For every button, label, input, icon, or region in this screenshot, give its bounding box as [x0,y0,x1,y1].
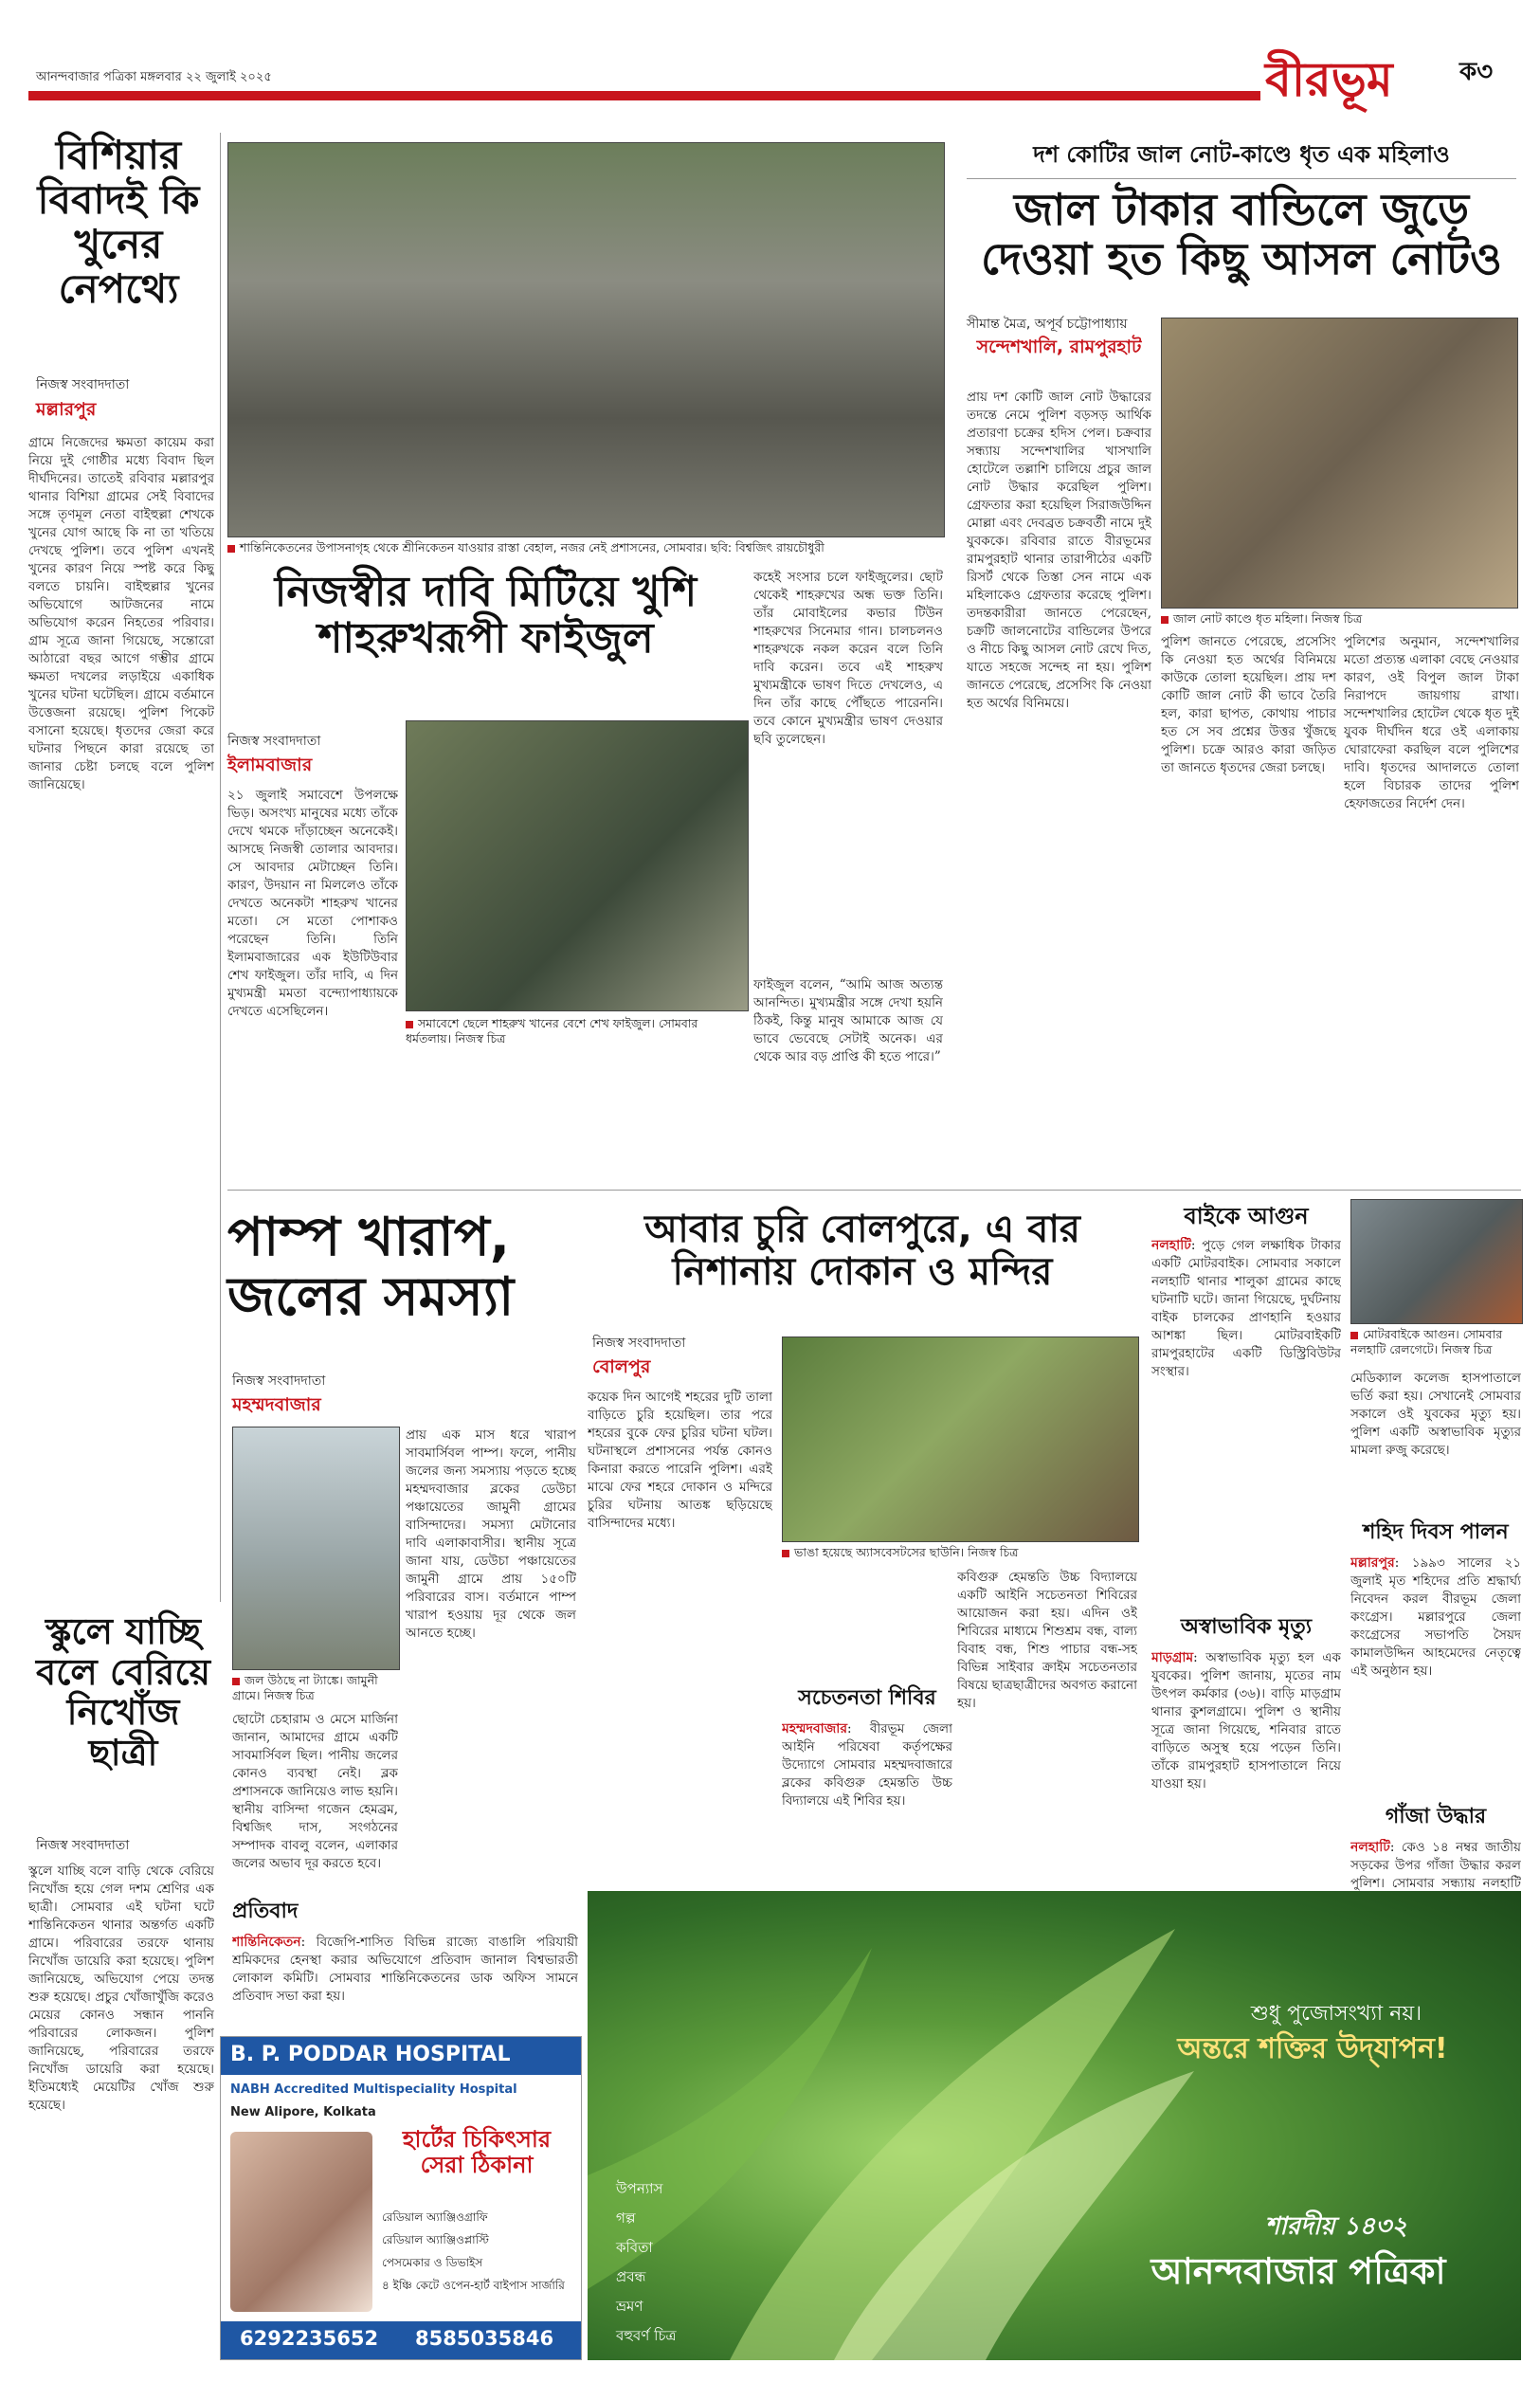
caption-marker [227,545,235,553]
story2-byline: সীমান্ত মৈত্র, অপূর্ব চট্টোপাধ্যায় [967,317,1128,332]
story5b-headline: সচেতনতা শিবির [798,1686,936,1710]
story11-headline: প্রতিবাদ [232,1900,299,1923]
story7-place: মল্লারপুর [1350,1555,1395,1571]
story2-kicker: দশ কোটির জাল নোট-কাণ্ডে ধৃত এক মহিলাও [1033,141,1450,168]
story5-byline: নিজস্ব সংবাদদাতা [592,1336,686,1351]
story4-photo-caption [232,1673,398,1703]
story8-headline: গাঁজা উদ্ধার [1385,1805,1487,1828]
hospital-tagline: হার্টের চিকিৎসার সেরা ঠিকানা [402,2126,552,2178]
story3-place: ইলামবাজার [227,755,313,775]
story3-headline: নিজস্বীর দাবি মিটিয়ে খুশি শাহরুখরূপী ফাইজুল [274,568,698,664]
page-number: ক৩ [1459,58,1494,86]
bike-fire-photo [1350,1199,1523,1324]
story11-place: শান্তিনিকেতন [232,1935,301,1950]
road-photo [227,142,945,537]
story3-photo-caption [406,1016,747,1046]
story4-body2: ছোটো চেহারাম ও মেসে মার্জিনা জানান, আমাদের গ্রামে একটি সাবমার্সিবল ছিল। পানীয় জলের কোনও ব্যবস্থা নেই। ব্লক প্রশাসনকে জানিয়েও লাভ হয়নি। স্থানীয় বাসিন্দা গজেন হেমব্রম, বিশ্বজিৎ দাস, সংগঠনের সম্পাদক বাবলু বলেন, এলাকার জলের অভাব দূর করতে হবে। [232,1712,398,1871]
story6-caption-text: মোটরবাইকে আগুন। সোমবার নলহাটি রেলগেটে। নিজস্ব চিত্র [1350,1327,1503,1356]
story6-photo-caption [1350,1327,1521,1357]
genre-item: ভ্রমণ [616,2298,643,2315]
story3-caption-text: সমাবেশে ছেলে শাহরুখ খানের বেশে শেখ ফাইজুল। সোমবার ধর্মতলায়। [406,1016,698,1046]
story5-photo-caption [782,1545,1137,1560]
hospital-ad [220,2036,582,2360]
doctor-photos [230,2132,372,2312]
paper-date: আনন্দবাজার পত্রিকা মঙ্গলবার ২২ জুলাই ২০২৫ [36,70,272,84]
story10-place: মাড়গ্রাম [1151,1650,1194,1665]
service-item: রেডিয়াল অ্যাঞ্জিওগ্রাফি [382,2210,488,2224]
story2-body: প্রায় দশ কোটি জাল নোট উদ্ধারের তদন্তে নেমে পুলিশ বড়সড় আর্থিক প্রতারণা চক্রের হদিস পেল। চক্রবার সন্ধ্যায় সন্দেশখালির খাসখালি হোটেলে তল্লাশি চালিয়ে প্রচুর জাল নোট উদ্ধার করেছিল পুলিশ। গ্রেফতার করা হয়েছিল সিরাজউদ্দিন মোল্লা এবং দেবব্রত চক্রবর্তী নামে দুই যুবককে। রবিবার রাতে বীরভূমের রামপুরহাট থানার তারাপীঠের একটি রিসর্ট থেকে তিস্তা সেন নামে এক মহিলাকেও গ্রেফতার করেছে পুলিশ। তদন্তকারীরা জানতে পেরেছেন, চক্রটি জালনোটের বান্ডিলের উপরে ও নীচে কিছু আসল নোট রেখে দিত, যাতে সহজে সন্দেহ না হয়। পুলিশ জানতে পেরেছে, প্রসেসিং কি নেওয়া হত অর্থের বিনিময়ে। [967,390,1151,711]
genre-item: গল্প [616,2209,636,2227]
row-rule [227,1190,1521,1191]
masthead [0,0,1540,107]
story6-place: নলহাটি [1151,1238,1191,1253]
genre-item: উপন্যাস [616,2180,663,2197]
red-rule [28,91,1260,100]
story1-body: গ্রামে নিজেদের ক্ষমতা কায়েম করা নিয়ে দুই গোষ্ঠীর মধ্যে বিবাদ ছিল দীর্ঘদিনের। তাতেই রবিবার মল্লারপুর থানার বিশিয়া গ্রামের সেই বিবাদের সঙ্গে তৃণমূল নেতা বাইহুল্লা শেখকে খুনের যোগ আছে কি না তা খতিয়ে দেখছে পুলিশ। তবে পুলিশ এখনই খুনের কারণ নিয়ে স্পষ্ট করে কিছু বলতে চায়নি। বাইহুল্লার খুনের অভিযোগে আটজনের নামে অভিযোগ করেন নিহতের পরিবার। গ্রাম সূত্রে জানা গিয়েছে, সন্তোরো আঠারো বছর আগে গম্ভীর গ্রামে ক্ষমতা দখলের লড়াইয়ে একাধিক খুনের ঘটনা ঘটেছিল। গ্রামে বর্তমানে উত্তেজনা রয়েছে। পুলিশ পিকেট বসানো হয়েছে। ধৃতদের জেরা করে ঘটনার পিছনে কারা রয়েছে তা জানার চেষ্টা চলছে বলে পুলিশ জানিয়েছে। [28,435,214,792]
ad2-brand: আনন্দবাজার পত্রিকা [1150,2250,1446,2292]
story5-caption-text: ভাঙা হয়েছে অ্যাসবেসটসের ছাউনি। নিজস্ব চিত্র [794,1545,1019,1559]
story11-text: বিজেপি-শাসিত বিভিন্ন রাজ্যে বাঙালি পরিযায়ী শ্রমিকদের হেনস্থা করার অভিযোগে প্রতিবাদ জানাল বিশ্বভারতী লোকাল কমিটি। সোমবার শান্তিনিকেতনের ডাক অফিস সামনে প্রতিবাদ সভা করা হয়। [232,1935,578,2004]
caption-marker [1350,1332,1358,1339]
story8-place: নলহাটি [1350,1840,1390,1855]
story1-place: মল্লারপুর [36,399,97,420]
ad2-line1: শুধু পুজোসংখ্যা নয়। [1250,2002,1422,2026]
caption-marker [1161,616,1169,624]
water-tank-photo [232,1427,400,1670]
story5-place: বোলপুর [592,1356,651,1377]
genre-item: প্রবন্ধ [616,2268,646,2285]
story4-body: প্রায় এক মাস ধরে খারাপ সাবমার্সিবল পাম্প। ফলে, পানীয় জলের জন্য সমস্যায় পড়তে হচ্ছে মহম্মদবাজার ব্লকের ডেউচা পঞ্চায়েতের জামুনী গ্রামের বাসিন্দাদের। সমস্যা মেটানোর দাবি এলাকাবাসীর। স্থানীয় সূত্রে জানা যায়, ডেউচা পঞ্চায়েতের জামুনী গ্রামে প্রায় ১৫০টি পরিবারের বাস। বর্তমানে পাম্প খারাপ হওয়ায় দূর থেকে জল আনতে হচ্ছে। [406,1427,576,1641]
story7-text: ১৯৯৩ সালের ২১ জুলাই মৃত শহিদের প্রতি শ্রদ্ধার্ঘ্য নিবেদন করল বীরভূম জেলা কংগ্রেস। মল্লারপুরে জেলা কংগ্রেসের সভাপতি সৈয়দ কামালউদ্দিন আহমেদের নেতৃত্বে এই অনুষ্ঠান হয়। [1350,1555,1521,1679]
story3-photo-credit: নিজস্ব চিত্র [455,1031,506,1046]
road-photo-caption [227,540,948,555]
phone-number-2[interactable]: 8585035846 [415,2327,554,2350]
story9-byline: নিজস্ব সংবাদদাতা [36,1838,130,1853]
service-item: রেডিয়াল অ্যাঞ্জিওপ্লাস্টি [382,2233,489,2246]
road-caption-text: শান্তিনিকেতনের উপাসনাগৃহ থেকে শ্রীনিকেতন যাওয়ার রাস্তা বেহাল, নজর নেই প্রশাসনের, সোমবার। ছবি: বিশ্বজিৎ রায়চৌধুরী [240,540,824,555]
story2-headline: জাল টাকার বান্ডিলে জুড়ে দেওয়া হত কিছু আসল নোটও [981,184,1502,284]
story2-body2: পুলিশ জানতে পেরেছে, প্রসেসিং কি নেওয়া হত অর্থের বিনিময়ে কাউকে তোলা হয়েছিল। প্রায় দশ কোটি জাল নোট কী ভাবে তৈরি হল, কারা ছাপত, কোথায় পাচার হত সে সব প্রশ্নের উত্তর খুঁজছে পুলিশ। চক্রে আরও কারা জড়িত তা জানতে ধৃতদের জেরা চলছে। [1161,634,1336,775]
sharadiya-ad [588,1891,1521,2360]
story3-quote: ফাইজুল বলেন, “আমি আজ অত্যন্ত আনন্দিত। মুখ্যমন্ত্রীর সঙ্গে দেখা হয়নি ঠিকই, কিন্তু মানুষ আমাকে আজ যে ভাবে ভেবেছে সেটাই অনেক। এর থেকে আর বড় প্রাপ্তি কী হতে পারে।” [753,977,943,1064]
story2-body3: পুলিশের অনুমান, সন্দেশখালির মতো প্রত্যন্ত এলাকা বেছে নেওয়ার কারণ, ওই বিপুল জাল টাকা নিরাপদে জায়গায় রাখা। সন্দেশখালির হোটেল থেকে ধৃত দুই যুবক দীর্ঘদিন ধরে ওই এলাকায় ঘোরাফেরা করছিল বলে পুলিশের দাবি। ধৃতদের আদালতে তোলা হলে বিচারক তাদের পুলিশ হেফাজতের নির্দেশ দেন। [1344,634,1519,811]
phone-number-1[interactable]: 6292235652 [240,2327,379,2350]
section-title: বীরভূম [1265,52,1393,107]
story5-headline: আবার চুরি বোলপুরে, এ বার নিশানায় দোকান ও মন্দির [644,1208,1080,1294]
genre-item: কবিতা [616,2239,653,2256]
caption-marker [232,1678,240,1685]
story2-caption-text: জাল নোট কাণ্ডে ধৃত মহিলা। নিজস্ব চিত্র [1173,611,1363,626]
story2-place: সন্দেশখালি, রামপুরহাট [976,336,1142,357]
story10-headline: অস্বাভাবিক মৃত্যু [1180,1615,1313,1639]
story6-headline: বাইকে আগুন [1184,1203,1309,1229]
story4-byline: নিজস্ব সংবাদদাতা [232,1373,326,1389]
story3-body: ২১ জুলাই সমাবেশে উপলক্ষে ভিড়। অসংখ্য মানুষের মধ্যে তাঁকে দেখে থমকে দাঁড়াচ্ছেন অনেকেই। আসছে নিজস্বী তোলার আবদার। সে আবদার মেটাচ্ছেন তিনি। কারণ, উদয়ান না মিললেও তাঁকে দেখতে অনেকটা শাহরুখ খানের মতো। সে মতো পোশাকও পরেছেন তিনি। তিনি ইলামবাজারের এক ইউটিউবার শেখ ফাইজুল। তাঁর দাবি, এ দিন মুখ্যমন্ত্রী মমতা বন্দ্যোপাধ্যায়কে দেখতে এসেছিলেন। [227,788,398,1019]
story1-headline: বিশিয়ার বিবাদই কি খুনের নেপথ্যে [37,132,200,313]
story10-body: মাড়গ্রাম: অস্বাভাবিক মৃত্যু হল এক যুবকের। পুলিশ জানায়, মৃতের নাম উৎপল কর্মকার (৩৬)। বাড়ি মাড়গ্রাম থানার কুশলগ্রামে। পুলিশ ও স্থানীয় সূত্রে জানা গিয়েছে, শনিবার রাতে বাড়িতে অসুস্থ হয়ে পড়েন তিনি। তাঁকে রামপুরহাট হাসপাতালে নিয়ে যাওয়া হয়। [1151,1650,1341,1791]
service-list [382,2208,576,2299]
story8-body: নলহাটি: কেও ১৪ নম্বর জাতীয় সড়কের উপর গাঁজা উদ্ধার করল পুলিশ। সোমবার সন্ধ্যায় নলহাটি [1350,1839,1521,2000]
story5b-place: মহম্মদবাজার [782,1721,848,1736]
story5-body2: কবিগুরু হেমন্ততি উচ্চ বিদ্যালয়ে একটি আইনি সচেতনতা শিবিরের আয়োজন করা হয়। এদিন ওই শিবিরের মাধ্যমে শিশুশ্রম বন্ধ, বাল্য বিবাহ বন্ধ, শিশু পাচার বন্ধ-সহ বিভিন্ন সাইবার ক্রাইম সচেতনতার বিষয়ে ছাত্রছাত্রীদের অবগত করানো হয়। [957,1570,1137,1711]
story6-text: পুড়ে গেল লক্ষাধিক টাকার একটি মোটরবাইক। সোমবার সকালে নলহাটি থানার শালুকা গ্রামের কাছে ঘটনাটি ঘটে। জানা গিয়েছে, দুর্ঘটনায় বাইক চালকের প্রাণহানি হওয়ার আশঙ্কা ছিল। মোটরবাইকটি রামপুরহাটের একটি ডিস্ট্রিবিউটর সংস্থার। [1151,1238,1341,1379]
hospital-location: New Alipore, Kolkata [230,2105,376,2119]
story9-headline: স্কুলে যাচ্ছি বলে বেরিয়ে নিখোঁজ ছাত্রী [36,1610,210,1773]
story7-headline: শহিদ দিবস পালন [1363,1520,1509,1544]
story5b-text: বীরভূম জেলা আইনি পরিষেবা কর্তৃপক্ষের উদ্যোগে সোমবার মহম্মদবাজারে ব্লকের কবিগুরু হেমন্ততি উচ্চ বিদ্যালয়ে এই শিবির হয়। [782,1721,952,1809]
story2-photo-caption [1161,611,1516,627]
col-rule [220,133,221,1602]
story5b-body: মহম্মদবাজার: বীরভূম জেলা আইনি পরিষেবা কর্তৃপক্ষের উদ্যোগে সোমবার মহম্মদবাজারে ব্লকের কবিগুরু হেমন্ততি উচ্চ বিদ্যালয়ে এই শিবির হয়। [782,1721,952,1809]
genre-list [616,2175,677,2352]
caption-marker [782,1550,789,1557]
story9-body: স্কুলে যাচ্ছি বলে বাড়ি থেকে বেরিয়ে নিখোঁজ হয়ে গেল দশম শ্রেণির এক ছাত্রী। সোমবার এই ঘটনা ঘটে শান্তিনিকেতন থানার অন্তর্গত একটি গ্রামে। পরিবারের তরফে থানায় নিখোঁজ ডায়েরি করা হয়েছে। পুলিশ জানিয়েছে, অভিযোগ পেয়ে তদন্ত শুরু হয়েছে। প্রচুর খোঁজাখুঁজি করেও মেয়ের কোনও সন্ধান পাননি পরিবারের লোকজন। পুলিশ জানিয়েছে, পরিবারের তরফে নিখোঁজ ডায়েরি করা হয়েছে। ইতিমধ্যেই মেয়েটির খোঁজ শুরু হয়েছে। [28,1864,214,2113]
story4-caption-text: জল উঠছে না ট্যাঙ্কে। জামুনী গ্রামে। নিজস্ব চিত্র [232,1673,378,1702]
story10-text: অস্বাভাবিক মৃত্যু হল এক যুবকের। পুলিশ জানায়, মৃতের নাম উৎপল কর্মকার (৩৬)। বাড়ি মাড়গ্রাম থানার কুশলগ্রামে। পুলিশ ও স্থানীয় সূত্রে জানা গিয়েছে, শনিবার রাতে বাড়িতে অসুস্থ হয়ে পড়েন তিনি। তাঁকে রামপুরহাট হাসপাতালে নিয়ে যাওয়া হয়। [1151,1650,1341,1791]
genre-item: বহুবর্ণ চিত্র [616,2327,677,2344]
service-item: পেসমেকার ও ডিভাইস [382,2256,483,2269]
caption-marker [406,1021,413,1028]
story4-headline: পাম্প খারাপ, জলের সমস্যা [227,1207,515,1328]
broken-roof-photo [782,1336,1139,1542]
story1-byline: নিজস্ব সংবাদদাতা [36,377,130,392]
ad2-line2: অন্তরে শক্তির উদ্‌যাপন! [1177,2032,1448,2065]
accused-woman-photo [1161,318,1518,609]
hospital-name: B. P. PODDAR HOSPITAL [230,2043,511,2066]
story5-body: কয়েক দিন আগেই শহরের দুটি তালা বাড়িতে চুরি হয়েছিল। তার পরে শহরের বুকে ফের চুরির ঘটনা ঘটল। ঘটনাস্থলে প্রশাসনের পর্যন্ত কোনও কিনারা করতে পারেনি পুলিশ। এরই মাঝে ফের শহরে দোকান ও মন্দিরে চুরির ঘটনায় আতঙ্ক ছড়িয়েছে বাসিন্দাদের মধ্যে। [588,1390,772,1531]
service-item: ৪ ইঞ্চি কেটে ওপেন-হার্ট বাইপাস সার্জারি [382,2279,565,2292]
ad2-brand-top: শারদীয় ১৪৩২ [1264,2212,1408,2241]
story11-body: শান্তিনিকেতন: বিজেপি-শাসিত বিভিন্ন রাজ্যে বাঙালি পরিযায়ী শ্রমিকদের হেনস্থা করার অভিযোগে প্রতিবাদ জানাল বিশ্বভারতী লোকাল কমিটি। সোমবার শান্তিনিকেতনের ডাক অফিস সামনে প্রতিবাদ সভা করা হয়। [232,1935,578,2004]
lookalike-photo [406,720,749,1011]
story3-byline: নিজস্ব সংবাদদাতা [227,734,321,749]
kicker-rule [967,178,1516,179]
story8-text: কেও ১৪ নম্বর জাতীয় সড়কের উপর গাঁজা উদ্ধার করল পুলিশ। সোমবার সন্ধ্যায় নলহাটি [1350,1840,1521,1891]
story4-place: মহম্মদবাজার [232,1394,321,1415]
story7-body: মল্লারপুর: ১৯৯৩ সালের ২১ জুলাই মৃত শহিদের প্রতি শ্রদ্ধার্ঘ্য নিবেদন করল বীরভূম জেলা কংগ্রেস। মল্লারপুরে জেলা কংগ্রেসের সভাপতি সৈয়দ কামালউদ্দিন আহমেদের নেতৃত্বে এই অনুষ্ঠান হয়। [1350,1555,1521,1679]
hospital-accreditation: NABH Accredited Multispeciality Hospital [230,2082,517,2097]
story6-body2: মেডিক্যাল কলেজ হাসপাতালে ভর্তি করা হয়। সেখানেই সোমবার সকালে ওই যুবকের মৃত্যু হয়। পুলিশ একটি অস্বাভাবিক মৃত্যুর মামলা রুজু করেছে। [1350,1371,1521,1458]
story6-body: নলহাটি: পুড়ে গেল লক্ষাধিক টাকার একটি মোটরবাইক। সোমবার সকালে নলহাটি থানার শালুকা গ্রামের কাছে ঘটনাটি ঘটে। জানা গিয়েছে, দুর্ঘটনায় বাইক চালকের প্রাণহানি হওয়ার আশঙ্কা ছিল। মোটরবাইকটি রামপুরহাটের একটি ডিস্ট্রিবিউটর সংস্থার। [1151,1238,1341,1379]
story3-body2: কহেই সংসার চলে ফাইজুলের। ছোট থেকেই শাহরুখের অন্ধ ভক্ত তিনি। তাঁর মোবাইলের কভার টিউন শাহরুখের সিনেমার গান। চালচলনও শাহরুখকে নকল করেন বলে তিনি দাবি করেন। তবে এই শাহরুখ মুখ্যমন্ত্রীকে ভাষণ দিতে দেখলেও, এ দিন তাঁর কাছে পৌঁছতে পারেননি। তবে কোনে মুখ্যমন্ত্রীর ভাষণ দেওয়ার ছবি তুলেছেন। [753,570,943,747]
